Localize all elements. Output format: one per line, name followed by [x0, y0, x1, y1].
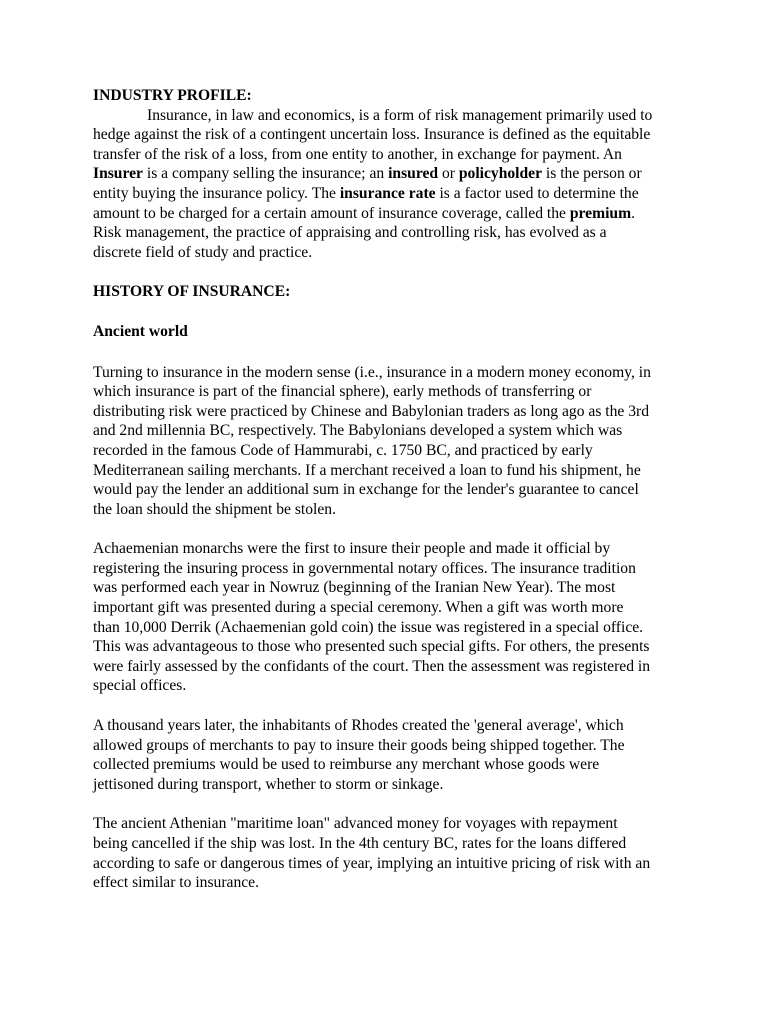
- history-paragraph-athenian: The ancient Athenian "maritime loan" advanced money for voyages with repayment being cancelled if the ship was lost. In the 4th century BC, rates for the loans differed according to safe or dangerous times of year, implying an intuitive pricing of risk with an effect similar to insurance.: [93, 815, 651, 892]
- history-paragraph-rhodes: A thousand years later, the inhabitants of Rhodes created the 'general average', which allowed groups of merchants to pay to insure their goods being shipped together. The collected premiums would be used to reimburse any merchant whose goods were jettisoned during transport, whether to storm or sinkage.: [93, 717, 625, 793]
- history-paragraph-achaemenian: Achaemenian monarchs were the first to insure their people and made it official by registering the insuring process in governmental notary offices. The insurance tradition was performed each year in Nowruz (beginning of the Iranian New Year). The most important gift was presented during a special ceremony. When a gift was worth more than 10,000 Derrik (Achaemenian gold coin) the issue was registered in a special office. This was advantageous to those who presented such special gifts. For others, the presents were fairly assessed by the confidants of the court. Then the assessment was registered in special offices.: [93, 540, 651, 695]
- term-policyholder: policyholder: [458, 165, 543, 183]
- paragraph-text: or: [438, 165, 459, 183]
- paragraph-text: . Risk management, the practice of appraising and controlling risk, has evolved as a discrete field of study and practice.: [93, 204, 635, 261]
- paragraph-text: is the person or entity buying the insurance policy. The: [93, 165, 642, 202]
- industry-profile-paragraph: [93, 106, 653, 263]
- industry-profile-heading: INDUSTRY PROFILE:: [93, 87, 252, 104]
- term-insured: insured: [388, 165, 439, 183]
- history-heading: HISTORY OF INSURANCE:: [93, 283, 291, 301]
- term-premium: premium: [569, 204, 632, 222]
- paragraph-text: is a company selling the insurance; an: [142, 165, 389, 183]
- document-page: [93, 86, 653, 893]
- term-insurance-rate: insurance rate: [339, 184, 436, 202]
- ancient-world-subheading: Ancient world: [93, 322, 188, 340]
- term-insurer: Insurer: [93, 165, 143, 183]
- paragraph-text: is a factor used to determine the amount to be charged for a certain amount of insurance coverage, called the: [93, 184, 639, 222]
- history-paragraph-babylonian: Turning to insurance in the modern sense (i.e., insurance in a modern money economy, in which insurance is part of the financial sphere), early methods of transferring or distributing risk were practiced by Chinese and Babylonian traders as long ago as the 3rd and 2nd millennia BC, respectively. The Babylonians developed a system which was recorded in the famous Code of Hammurabi, c. 1750 BC, and practiced by early Mediterranean sailing merchants. If a merchant received a loan to fund his shipment, he would pay the lender an additional sum in exchange for the lender's guarantee to cancel the loan should the shipment be stolen.: [93, 363, 651, 518]
- paragraph-text: Insurance, in law and economics, is a form of risk management primarily used to hedge against the risk of a contingent uncertain loss. Insurance is defined as the equitable transfer of the risk of a loss, from one entity to another, in exchange for payment. An: [93, 106, 653, 163]
